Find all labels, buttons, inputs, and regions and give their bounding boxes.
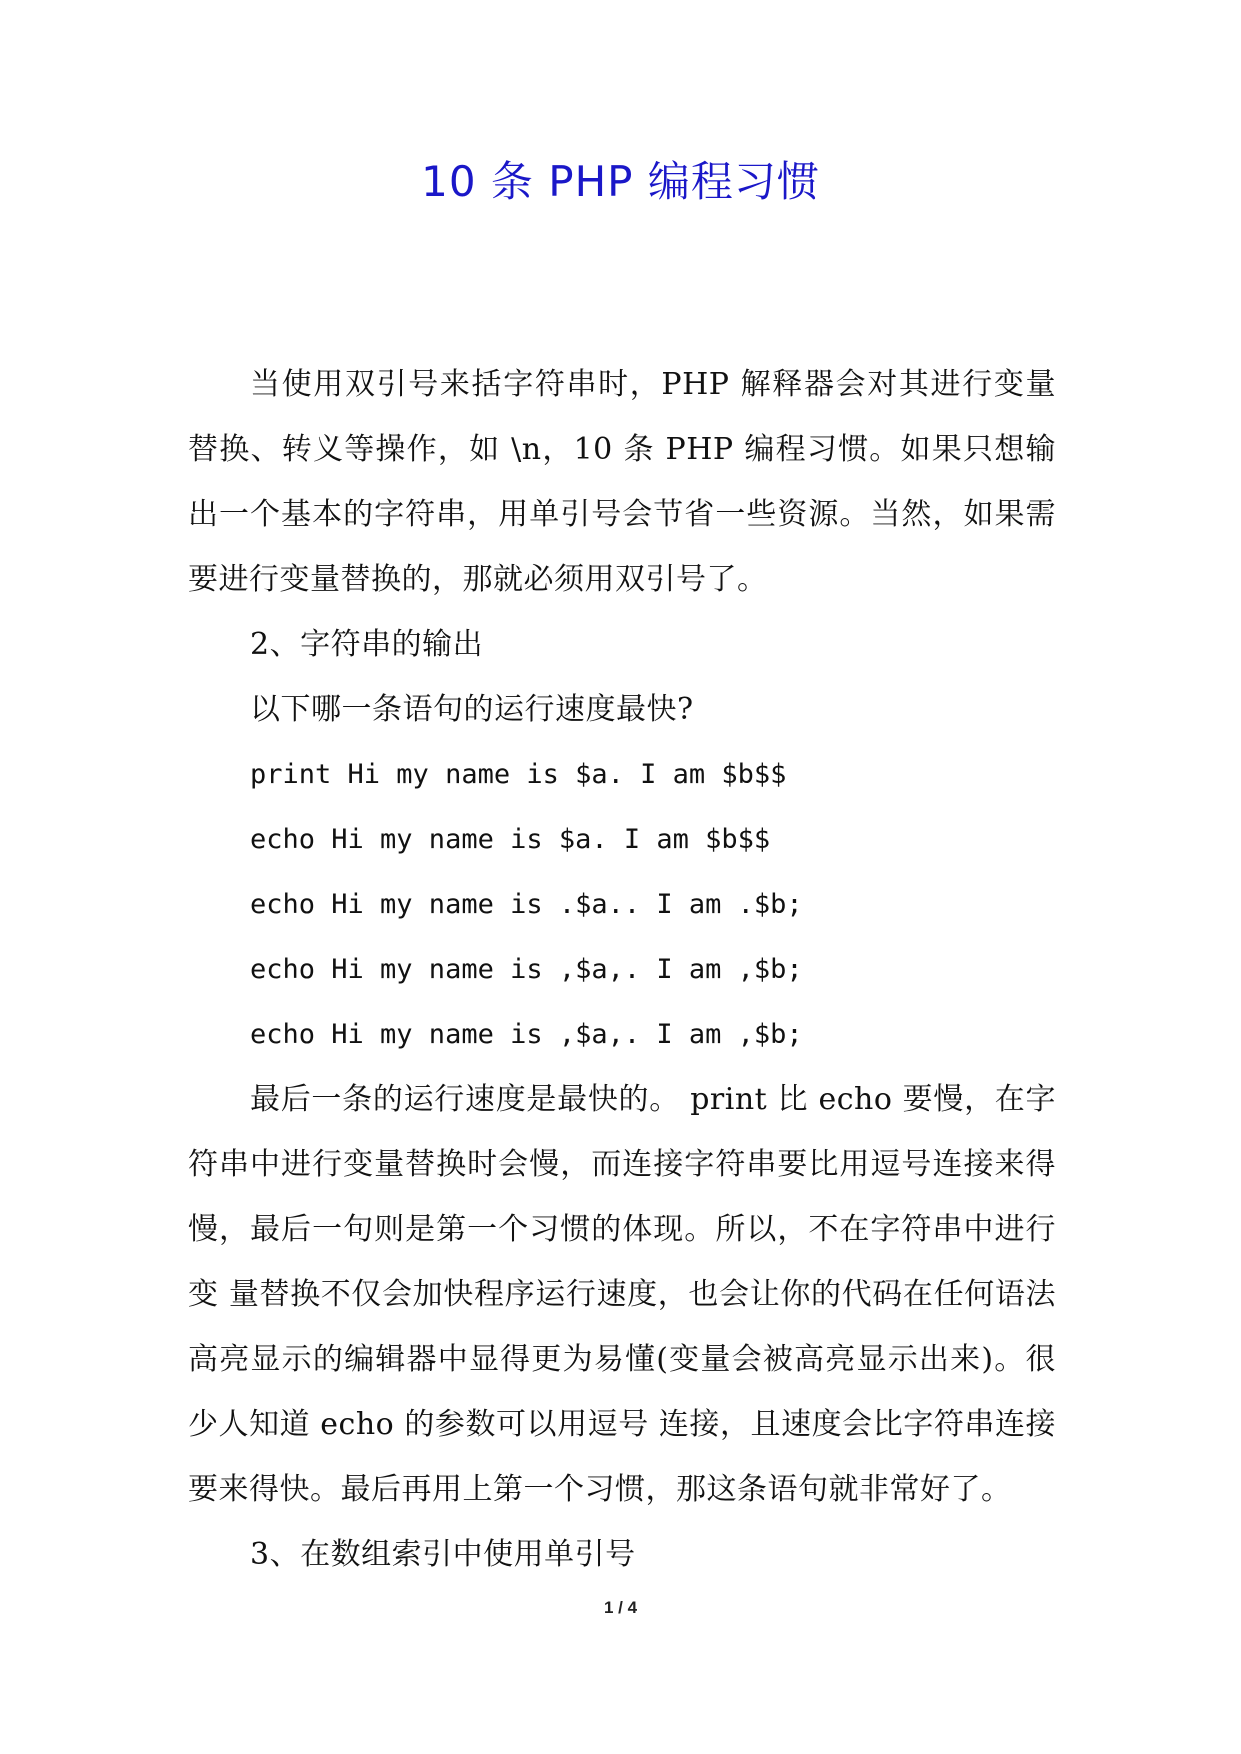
- page-number: 1 / 4: [603, 1598, 638, 1617]
- code-line: echo Hi my name is .$a.. I am .$b;: [250, 889, 803, 920]
- question-text: 以下哪一条语句的运行速度最快?: [250, 692, 694, 727]
- section-heading-array-index: 3、在数组索引中使用单引号: [250, 1537, 636, 1572]
- paragraph-explanation: 最后一条的运行速度是最快的。 print 比 echo 要慢，在字符串中进行变量替换时会慢，而连接字符串要比用逗号连接来得慢，最后一句则是第一个习惯的体现。所以，不在字符串中进行变 量替换不仅会加快程序运行速度，也会让你的代码在任何语法高亮显示的编辑器中显得更为易懂(变量会被高亮显示出来)。很少人知道 echo 的参数可以用逗号 连接，且速度会比字符串连接要来得快。最后再用上第一个习惯，那这条语句就非常好了。: [188, 1082, 1056, 1507]
- section-heading-string-output: 2、字符串的输出: [250, 627, 484, 662]
- code-line: echo Hi my name is ,$a,. I am ,$b;: [250, 1019, 803, 1050]
- code-line: print Hi my name is $a. I am $b$$: [250, 759, 787, 790]
- document-title: 10 条 PHP 编程习惯: [421, 157, 820, 206]
- paragraph-intro: 当使用双引号来括字符串时，PHP 解释器会对其进行变量替换、转义等操作，如 \n，10 条 PHP 编程习惯。如果只想输出一个基本的字符串，用单引号会节省一些资源。当然，如果需要进行变量替换的，那就必须用双引号了。: [188, 367, 1056, 597]
- document-body: [188, 352, 1056, 1587]
- code-line: echo Hi my name is $a. I am $b$$: [250, 824, 771, 855]
- code-line: echo Hi my name is ,$a,. I am ,$b;: [250, 954, 803, 985]
